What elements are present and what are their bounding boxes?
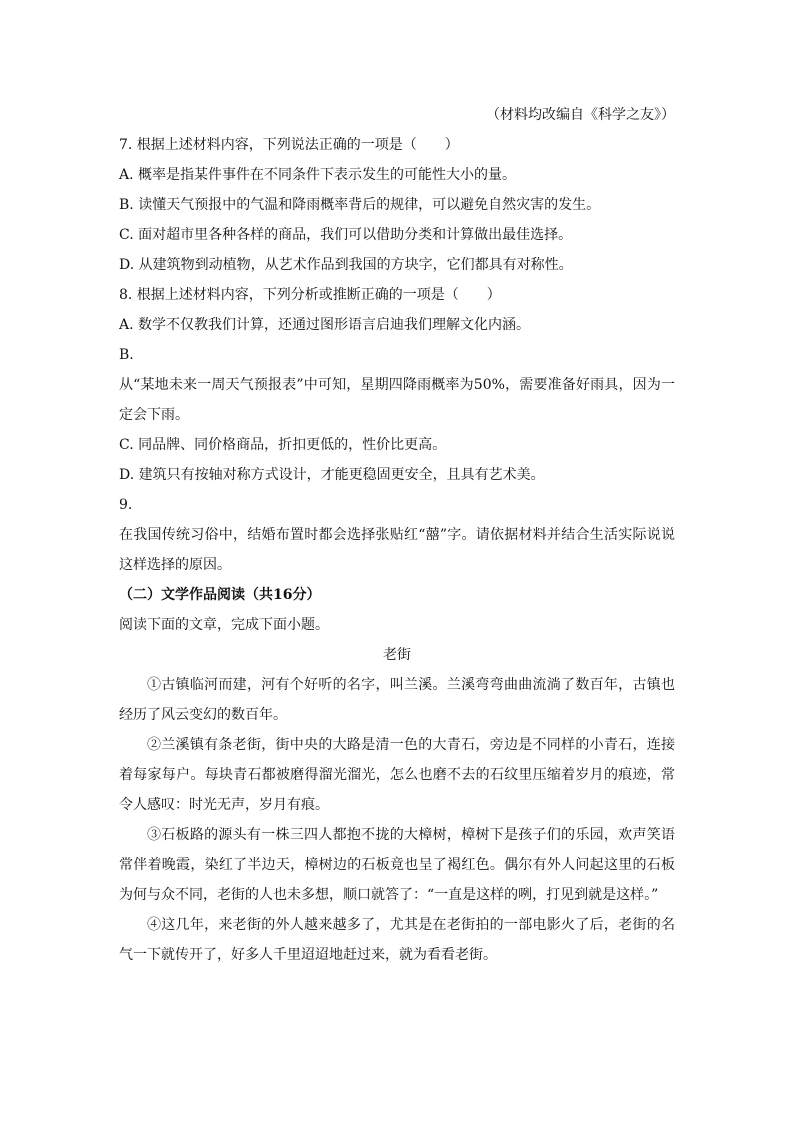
question-8-option-c: C. 同品牌、同价格商品，折扣更低的，性价比更高。 xyxy=(119,437,447,453)
question-7-stem: 7. 根据上述材料内容，下列说法正确的一项是（ ） xyxy=(119,137,459,153)
question-7-option-a: A. 概率是指某件事件在不同条件下表示发生的可能性大小的量。 xyxy=(119,167,517,183)
section-literary-reading xyxy=(119,580,675,970)
section-instruction: 阅读下面的文章，完成下面小题。 xyxy=(119,617,329,633)
article-paragraph: ③石板路的源头有一株三四人都抱不拢的大樟树，樟树下是孩子们的乐园，欢声笑语常伴着晚霞，染红了半边天，樟树边的石板竟也呈了褐红色。偶尔有外人问起这里的石板为何与众不同，老街的人也未多想，顺口就答了：“一直是这样的咧，打见到就是这样。” xyxy=(119,827,675,903)
article-paragraph: ②兰溪镇有条老街，街中央的大路是清一色的大青石，旁边是不同样的小青石，连接着每家每户。每块青石都被磨得溜光溜光，怎么也磨不去的石纹里压缩着岁月的痕迹，常令人感叹：时光无声，岁月有痕。 xyxy=(119,737,675,813)
question-8-option-b-label: B. xyxy=(119,347,134,363)
question-8-option-d: D. 建筑只有按轴对称方式设计，才能更稳固更安全，且具有艺术美。 xyxy=(119,467,545,483)
article-title: 老街 xyxy=(383,647,411,663)
question-9-text: 在我国传统习俗中，结婚布置时都会选择张贴红“囍”字。请依据材料并结合生活实际说说这样选择的原因。 xyxy=(119,527,675,573)
question-8-option-a: A. 数学不仅教我们计算，还通过图形语言启迪我们理解文化内涵。 xyxy=(119,317,531,333)
question-7-option-c: C. 面对超市里各种各样的商品，我们可以借助分类和计算做出最佳选择。 xyxy=(119,227,573,243)
question-9 xyxy=(119,490,675,580)
section-heading: （二）文学作品阅读（共16分） xyxy=(119,587,321,603)
source-note: （材料均改编自《科学之友》） xyxy=(486,107,675,123)
document-page xyxy=(119,100,675,970)
question-7 xyxy=(119,130,675,280)
question-8-stem: 8. 根据上述材料内容，下列分析或推断正确的一项是（ ） xyxy=(119,287,501,303)
question-7-option-d: D. 从建筑物到动植物，从艺术作品到我国的方块字，它们都具有对称性。 xyxy=(119,257,573,273)
question-8 xyxy=(119,280,675,490)
question-7-option-b: B. 读懂天气预报中的气温和降雨概率背后的规律，可以避免自然灾害的发生。 xyxy=(119,197,601,213)
article-paragraph: ①古镇临河而建，河有个好听的名字，叫兰溪。兰溪弯弯曲曲流淌了数百年，古镇也经历了风云变幻的数百年。 xyxy=(119,677,675,723)
question-8-option-b-text: 从“某地未来一周天气预报表”中可知，星期四降雨概率为50%，需要准备好雨具，因为一定会下雨。 xyxy=(119,377,675,423)
question-9-label: 9. xyxy=(119,497,133,513)
article-paragraph: ④这几年，来老街的外人越来越多了，尤其是在老街拍的一部电影火了后，老街的名气一下就传开了，好多人千里迢迢地赶过来，就为看看老街。 xyxy=(119,917,675,963)
